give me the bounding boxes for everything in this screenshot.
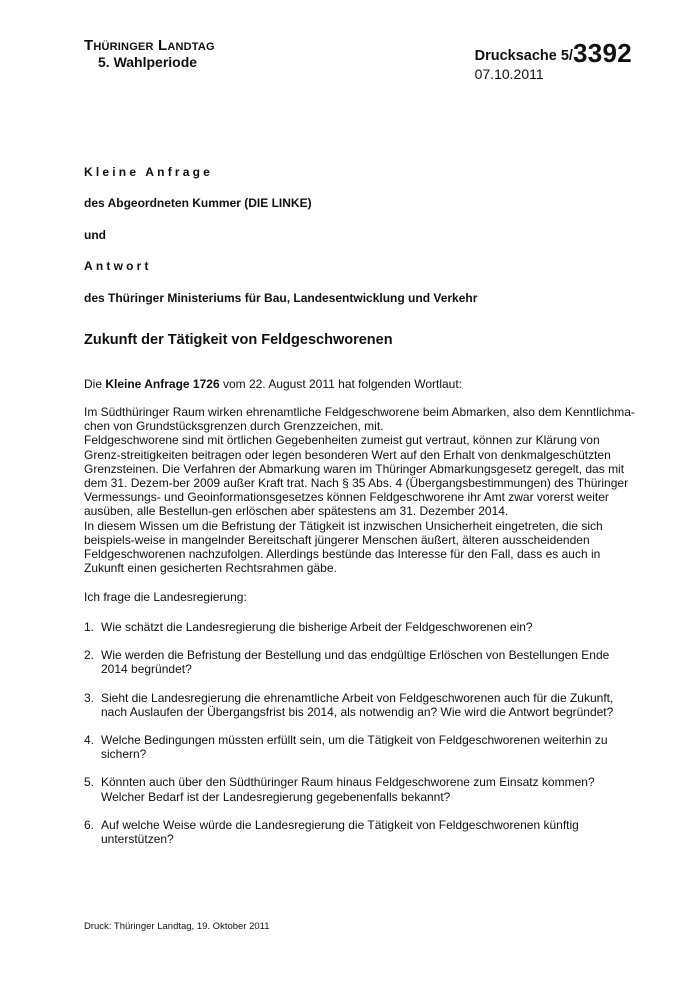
question-text: Könnten auch über den Südthüringer Raum hinaus Feldgeschworene zum Einsatz kommen? Welcher Bedarf ist der Landesregierung gegebenenfalls bekannt? [101, 775, 595, 804]
title-ministerium: des Thüringer Ministeriums für Bau, Landesentwicklung und Verkehr [84, 291, 478, 305]
question-item [84, 648, 636, 676]
question-item [84, 818, 636, 846]
title-antwort: Antwort [84, 259, 152, 273]
question-text: Auf welche Weise würde die Landesregierung die Tätigkeit von Feldgeschworenen künftig unterstützen? [101, 817, 579, 847]
institution-name: Thüringer Landtag [84, 37, 215, 54]
intro-line [84, 377, 636, 391]
ask-line: Ich frage die Landesregierung: [84, 590, 247, 604]
paragraph: In diesem Wissen um die Befristung der Tätigkeit ist inzwischen Unsicherheit eingetreten, die sich beispiels-weise in mangelnder Bereitschaft jüngerer Menschen äußert, älteren ausscheidenden Feldgeschworenen nachzufolgen. Allerdings bestünde das Interesse für den Fall, dass es auch in Zukunft einen gesicherten Rechtsrahmen gäbe. [84, 518, 603, 576]
question-number: 1. [84, 620, 95, 634]
question-item [84, 620, 636, 634]
document-number [475, 38, 632, 69]
question-item [84, 691, 636, 719]
intro-reference: Kleine Anfrage 1726 [105, 377, 220, 391]
question-text-body [84, 405, 636, 575]
document-date: 07.10.2011 [474, 66, 544, 82]
question-item [84, 733, 636, 761]
paragraph: Im Südthüringer Raum wirken ehrenamtliche Feldgeschworene beim Abmarken, also dem Kenntlichma-chen von Grundstücksgrenzen durch Grenzzeichen, mit. [84, 405, 635, 434]
intro-post: vom 22. August 2011 hat folgenden Wortlaut: [219, 377, 463, 391]
question-number: 5. [84, 775, 95, 790]
question-number: 3. [84, 690, 95, 705]
document-prefix: Drucksache 5/ [474, 48, 573, 64]
question-number: 6. [84, 817, 95, 832]
header-institution-block [84, 38, 215, 70]
title-und: und [84, 228, 106, 242]
header-document-block [475, 38, 632, 82]
question-text: Wie werden die Befristung der Bestellung und das endgültige Erlöschen von Bestellungen Ende 2014 begründet? [101, 648, 610, 677]
document-subject: Zukunft der Tätigkeit von Feldgeschworenen [84, 332, 393, 348]
document-number-value: 3392 [572, 38, 632, 68]
title-abgeordneter: des Abgeordneten Kummer (DIE LINKE) [84, 196, 312, 210]
print-footer: Druck: Thüringer Landtag, 19. Oktober 2011 [84, 921, 270, 932]
paragraph: Feldgeschworene sind mit örtlichen Gegebenheiten zumeist gut vertraut, können zur Klärung von Grenz-streitigkeiten beitragen oder legen besonderen Wert auf den Erhalt von denkmalgeschützten Grenzsteinen. Die Verfahren der Abmarkung waren im Thüringer Abmarkungsgesetz geregelt, das mit dem 31. Dezem-ber 2009 außer Kraft trat. Nach § 35 Abs. 4 (Übergangsbestimmungen) des Thüringer Vermessungs- und Geoinformationsgesetzes können Feldgeschworene ihr Amt zwar vorerst weiter ausüben, alle Bestellun-gen erlöschen aber spätestens am 31. Dezember 2014. [84, 433, 629, 519]
title-kleine-anfrage: Kleine Anfrage [84, 165, 214, 179]
election-period: 5. Wahlperiode [98, 54, 198, 70]
question-item [84, 775, 636, 803]
question-text: Wie schätzt die Landesregierung die bisherige Arbeit der Feldgeschworenen ein? [101, 620, 533, 634]
question-list [84, 620, 636, 860]
question-text: Welche Bedingungen müssten erfüllt sein, um die Tätigkeit von Feldgeschworenen weiterhin zu sichern? [101, 733, 608, 762]
question-number: 2. [84, 648, 95, 663]
intro-pre: Die [84, 377, 106, 391]
question-number: 4. [84, 733, 95, 748]
question-text: Sieht die Landesregierung die ehrenamtliche Arbeit von Feldgeschworenen auch für die Zukunft, nach Auslaufen der Übergangsfrist bis 2014, als notwendig an? Wie wird die Antwort begründet? [101, 690, 614, 719]
